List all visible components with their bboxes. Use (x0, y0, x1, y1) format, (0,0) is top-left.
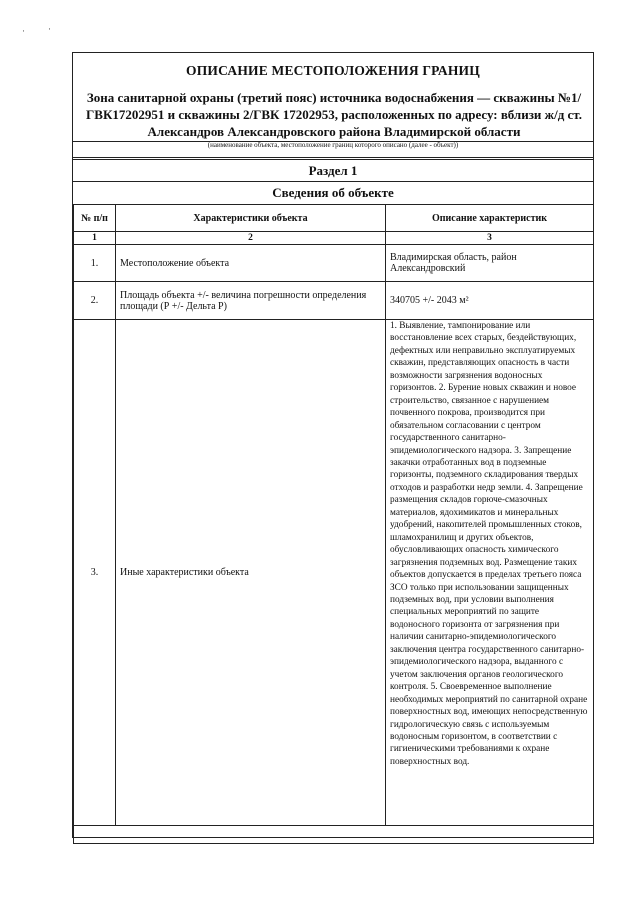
divider (73, 181, 593, 182)
characteristic-cell: Местоположение объекта (116, 245, 386, 282)
object-name: Зона санитарной охраны (третий пояс) источника водоснабжения — скважины №1/ГВК17202951 и скважины 2/ГВК 17202953, расположенных по адресу: вблизи ж/д ст. Александров Александровского района Владимирской области (86, 90, 582, 139)
empty-cell (74, 826, 594, 844)
row-number: 1. (74, 245, 116, 282)
object-info-table (73, 204, 594, 844)
description-cell: 340705 +/- 2043 м² (386, 282, 594, 320)
column-header: Описание характеристик (386, 205, 594, 232)
column-number: 3 (386, 232, 594, 245)
section-number: Раздел 1 (308, 163, 358, 178)
characteristic-cell: Иные характеристики объекта (116, 320, 386, 826)
description-cell: Владимирская область, район Александровский (386, 245, 594, 282)
column-number: 2 (116, 232, 386, 245)
divider (73, 157, 593, 158)
scan-dot: · (48, 24, 51, 34)
empty-row (74, 826, 594, 844)
row-number: 2. (74, 282, 116, 320)
table-header-row (74, 205, 594, 232)
section-title: Сведения об объекте (272, 185, 394, 200)
document-page (72, 52, 594, 838)
column-header: № п/п (74, 205, 116, 232)
object-caption: (наименование объекта, местоположение границ которого описано (далее - объект)) (207, 141, 459, 149)
row-number: 3. (74, 320, 116, 826)
characteristic-cell: Площадь объекта +/- величина погрешности определения площади (Р +/- Дельта Р) (116, 282, 386, 320)
document-title: ОПИСАНИЕ МЕСТОПОЛОЖЕНИЯ ГРАНИЦ (186, 63, 480, 78)
column-number-row (74, 232, 594, 245)
table-row (74, 282, 594, 320)
table-row (74, 320, 594, 826)
scan-dot: · (22, 26, 25, 36)
table-row (74, 245, 594, 282)
column-number: 1 (74, 232, 116, 245)
description-text: 1. Выявление, тампонирование или восстановление всех старых, бездействующих, дефектных или неправильно эксплуатируемых скважин, представляющих опасность в части возможности загрязнения водоносных горизонтов. 2. Бурение новых скважин и новое строительство, связанное с нарушением почвенного покрова, производится при обязательном согласовании с центром государственного санитарно-эпидемиологического надзора. 3. Запрещение закачки отработанных вод в подземные горизонты, подземного складирования твердых отходов и разработки недр земли. 4. Запрещение размещения складов горюче-смазочных материалов, ядохимикатов и минеральных удобрений, накопителей промышленных стоков, шламохранилищ и других объектов, обусловливающих опасность химического загрязнения подземных вод. Размещение таких объектов допускается в пределах третьего пояса ЗСО только при использовании защищенных подземных вод, при условии выполнения специальных мероприятий по защите водоносного горизонта от загрязнения при наличии санитарно-эпидемиологического заключения центра государственного санитарно- эпидемиологического надзора, выданного с учетом заключения органов геологического контроля. 5. Своевременное выполнение необходимых мероприятий по санитарной охране поверхностных вод, имеющих непосредственную гидрологическую связь с используемым водоносным горизонтом, в соответствии с гигиеническими требованиями к охране поверхностных вод. (390, 321, 588, 767)
divider (73, 159, 593, 160)
column-header: Характеристики объекта (116, 205, 386, 232)
description-cell (386, 320, 594, 826)
